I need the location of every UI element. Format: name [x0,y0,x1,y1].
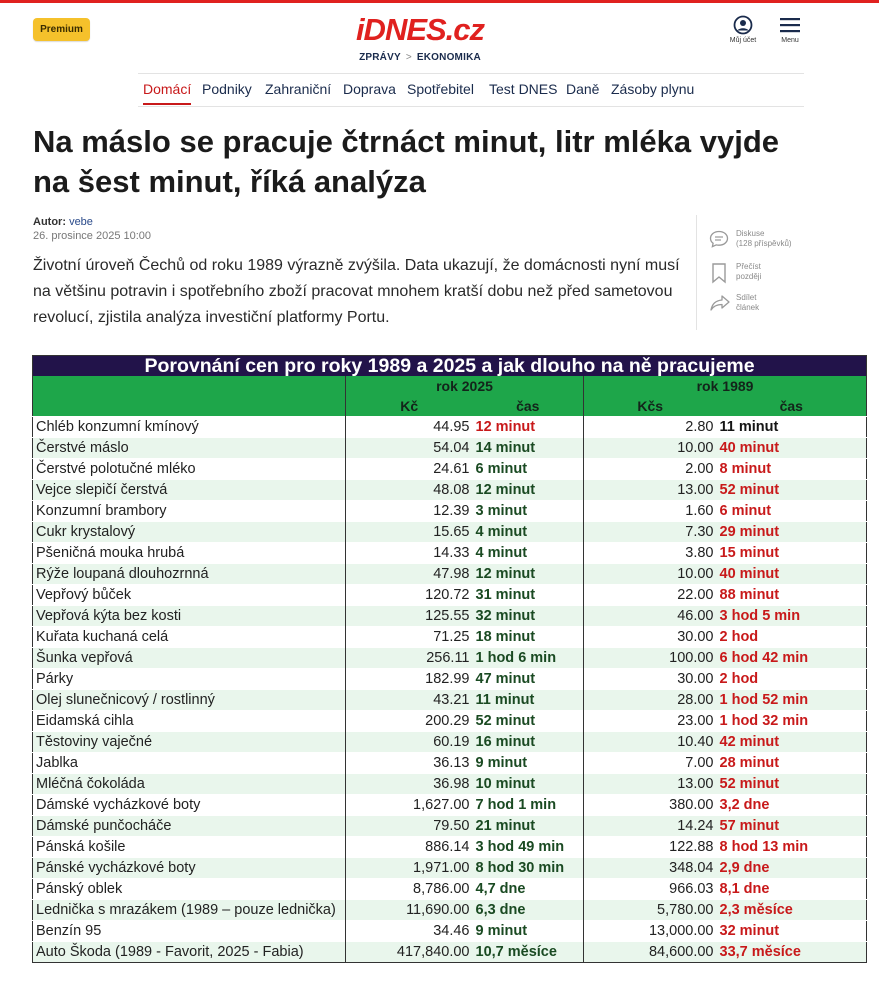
time-2025: 9 minut [473,921,584,942]
price-2025: 1,971.00 [346,858,473,879]
price-2025: 36.98 [346,774,473,795]
comment-icon [709,229,729,249]
table-row [33,711,867,732]
item-name: Eidamská cihla [33,711,346,732]
premium-button[interactable]: Premium [33,18,90,41]
menu-button[interactable] [772,15,808,44]
table-empty-subheader [33,396,346,417]
time-2025: 6 minut [473,459,584,480]
price-1989: 46.00 [584,606,717,627]
time-1989: 1 hod 32 min [717,711,867,732]
price-2025: 43.21 [346,690,473,711]
item-name: Konzumní brambory [33,501,346,522]
price-2025: 12.39 [346,501,473,522]
price-2025: 200.29 [346,711,473,732]
table-row [33,585,867,606]
table-row [33,837,867,858]
price-2025: 36.13 [346,753,473,774]
price-2025: 256.11 [346,648,473,669]
breadcrumb-zpravy[interactable]: ZPRÁVY [359,52,401,63]
price-2025: 417,840.00 [346,942,473,963]
nav-item-test-dnes[interactable]: Test DNES [489,81,558,97]
table-row [33,942,867,963]
price-1989: 2.80 [584,417,717,438]
table-year-row [33,376,867,396]
table-row [33,564,867,585]
time-2025: 11 minut [473,690,584,711]
account-label: Můj účet [729,37,757,44]
nav-item-zahranicni[interactable]: Zahraniční [265,81,332,97]
time-1989: 29 minut [717,522,867,543]
discussion-count: (128 příspěvků) [736,239,792,248]
time-2025: 3 minut [473,501,584,522]
time-2025: 31 minut [473,585,584,606]
price-1989: 10.00 [584,438,717,459]
time-1989: 1 hod 52 min [717,690,867,711]
time-1989: 6 hod 42 min [717,648,867,669]
price-1989: 23.00 [584,711,717,732]
time-1989: 3 hod 5 min [717,606,867,627]
hamburger-icon [779,15,801,35]
price-2025: 71.25 [346,627,473,648]
table-row [33,669,867,690]
item-name: Olej slunečnicový / rostlinný [33,690,346,711]
nav-item-doprava[interactable]: Doprava [343,81,396,97]
header-year-2025: rok 2025 [346,376,584,396]
time-2025: 1 hod 6 min [473,648,584,669]
item-name: Chléb konzumní kmínový [33,417,346,438]
table-row [33,501,867,522]
table-row [33,795,867,816]
read-later-label-2: později [736,272,762,281]
price-1989: 30.00 [584,627,717,648]
item-name: Jablka [33,753,346,774]
read-later-button[interactable] [709,262,809,282]
price-2025: 886.14 [346,837,473,858]
time-2025: 3 hod 49 min [473,837,584,858]
time-1989: 52 minut [717,480,867,501]
table-row [33,774,867,795]
time-1989: 42 minut [717,732,867,753]
price-1989: 13.00 [584,480,717,501]
item-name: Mléčná čokoláda [33,774,346,795]
item-name: Čerstvé máslo [33,438,346,459]
price-1989: 5,780.00 [584,900,717,921]
item-name: Vepřová kýta bez kosti [33,606,346,627]
menu-label: Menu [781,37,799,44]
price-2025: 47.98 [346,564,473,585]
header-cas-1989: čas [717,396,867,417]
price-1989: 966.03 [584,879,717,900]
table-title: Porovnání cen pro roky 1989 a 2025 a jak dlouho na ně pracujeme [33,356,867,377]
section-nav [138,73,804,107]
time-2025: 7 hod 1 min [473,795,584,816]
table-row [33,543,867,564]
time-1989: 8 hod 13 min [717,837,867,858]
time-1989: 2,3 měsíce [717,900,867,921]
time-1989: 3,2 dne [717,795,867,816]
table-row [33,879,867,900]
time-1989: 88 minut [717,585,867,606]
time-2025: 4,7 dne [473,879,584,900]
article-actions [696,215,807,330]
price-1989: 100.00 [584,648,717,669]
author-label: Autor: [33,216,66,228]
time-1989: 57 minut [717,816,867,837]
item-name: Auto Škoda (1989 - Favorit, 2025 - Fabia) [33,942,346,963]
price-1989: 28.00 [584,690,717,711]
table-row [33,732,867,753]
time-2025: 47 minut [473,669,584,690]
item-name: Dámské vycházkové boty [33,795,346,816]
time-2025: 21 minut [473,816,584,837]
time-1989: 2 hod [717,627,867,648]
item-name: Kuřata kuchaná celá [33,627,346,648]
article-title: Na máslo se pracuje čtrnáct minut, litr mléka vyjde na šest minut, říká analýza [33,124,780,199]
table-title-row [33,356,867,377]
price-2025: 182.99 [346,669,473,690]
price-1989: 84,600.00 [584,942,717,963]
price-1989: 22.00 [584,585,717,606]
table-row [33,753,867,774]
nav-item-domaci[interactable]: Domácí [143,74,191,105]
article-perex: Životní úroveň Čechů od roku 1989 výrazně zvýšila. Data ukazují, že domácnosti nyní musí na většinu potravin i spotřebního zboží pracovat mnohem kratší dobu než před sametovou revolucí, zjistila analýza investiční platformy Portu. [33,257,680,326]
table-row [33,459,867,480]
share-label-1: Sdílet [736,293,757,302]
price-1989: 30.00 [584,669,717,690]
item-name: Pánská košile [33,837,346,858]
price-2025: 54.04 [346,438,473,459]
table-row [33,816,867,837]
table-row [33,480,867,501]
author-name[interactable]: vebe [69,216,93,228]
time-1989: 2 hod [717,669,867,690]
price-2025: 11,690.00 [346,900,473,921]
user-icon [733,15,753,35]
time-2025: 52 minut [473,711,584,732]
price-1989: 10.40 [584,732,717,753]
time-2025: 12 minut [473,417,584,438]
share-icon [709,293,731,313]
price-2025: 1,627.00 [346,795,473,816]
table-subheader-row [33,396,867,417]
item-name: Vepřový bůček [33,585,346,606]
time-2025: 18 minut [473,627,584,648]
price-2025: 14.33 [346,543,473,564]
time-2025: 12 minut [473,564,584,585]
article-date: 26. prosince 2025 10:00 [33,230,152,242]
price-1989: 122.88 [584,837,717,858]
price-1989: 380.00 [584,795,717,816]
price-2025: 125.55 [346,606,473,627]
time-1989: 11 minut [717,417,867,438]
price-1989: 7.00 [584,753,717,774]
price-1989: 7.30 [584,522,717,543]
price-1989: 3.80 [584,543,717,564]
item-name: Párky [33,669,346,690]
item-name: Šunka vepřová [33,648,346,669]
item-name: Pánské vycházkové boty [33,858,346,879]
time-1989: 52 minut [717,774,867,795]
nav-item-zasoby-plynu[interactable]: Zásoby plynu [611,81,695,97]
table-row [33,627,867,648]
account-button[interactable] [725,15,761,44]
time-2025: 9 minut [473,753,584,774]
nav-item-podniky[interactable]: Podniky [202,81,252,97]
breadcrumb [350,52,490,63]
item-name: Pánský oblek [33,879,346,900]
table-row [33,900,867,921]
time-1989: 28 minut [717,753,867,774]
breadcrumb-separator: > [405,52,412,63]
header-year-1989: rok 1989 [584,376,867,396]
time-1989: 8 minut [717,459,867,480]
item-name: Lednička s mrazákem (1989 – pouze lednička) [33,900,346,921]
header-cas-2025: čas [473,396,584,417]
time-2025: 32 minut [473,606,584,627]
table-row [33,858,867,879]
table-row [33,690,867,711]
time-2025: 14 minut [473,438,584,459]
time-2025: 10,7 měsíce [473,942,584,963]
time-1989: 40 minut [717,438,867,459]
item-name: Dámské punčocháče [33,816,346,837]
price-2025: 48.08 [346,480,473,501]
discussion-link[interactable] [709,229,809,249]
time-1989: 15 minut [717,543,867,564]
price-1989: 1.60 [584,501,717,522]
time-1989: 32 minut [717,921,867,942]
time-2025: 10 minut [473,774,584,795]
time-1989: 6 minut [717,501,867,522]
header-kc: Kč [346,396,473,417]
item-name: Cukr krystalový [33,522,346,543]
time-2025: 8 hod 30 min [473,858,584,879]
price-2025: 15.65 [346,522,473,543]
price-2025: 79.50 [346,816,473,837]
share-label-2: článek [736,303,760,312]
share-button[interactable] [709,293,809,313]
price-1989: 13.00 [584,774,717,795]
item-name: Těstoviny vaječné [33,732,346,753]
site-logo[interactable]: iDNES.cz [355,12,485,47]
price-1989: 2.00 [584,459,717,480]
time-2025: 12 minut [473,480,584,501]
time-2025: 6,3 dne [473,900,584,921]
table-row [33,606,867,627]
nav-item-dane[interactable]: Daně [566,81,600,97]
table-row [33,438,867,459]
table-empty-header [33,376,346,396]
article-author [33,216,93,228]
item-name: Rýže loupaná dlouhozrnná [33,564,346,585]
price-1989: 348.04 [584,858,717,879]
item-name: Pšeničná mouka hrubá [33,543,346,564]
item-name: Vejce slepičí čerstvá [33,480,346,501]
bookmark-icon [709,262,729,284]
price-1989: 10.00 [584,564,717,585]
price-2025: 120.72 [346,585,473,606]
item-name: Čerstvé polotučné mléko [33,459,346,480]
nav-item-spotrebitel[interactable]: Spotřebitel [407,81,474,97]
price-2025: 8,786.00 [346,879,473,900]
time-1989: 2,9 dne [717,858,867,879]
discussion-label: Diskuse [736,229,765,238]
price-2025: 60.19 [346,732,473,753]
price-2025: 34.46 [346,921,473,942]
price-1989: 13,000.00 [584,921,717,942]
time-1989: 40 minut [717,564,867,585]
item-name: Benzín 95 [33,921,346,942]
time-1989: 33,7 měsíce [717,942,867,963]
top-accent-line [0,0,879,3]
price-2025: 24.61 [346,459,473,480]
comparison-table [32,355,867,963]
time-1989: 8,1 dne [717,879,867,900]
table-row [33,921,867,942]
breadcrumb-ekonomika[interactable]: EKONOMIKA [416,52,481,63]
header-kcs: Kčs [584,396,717,417]
time-2025: 4 minut [473,543,584,564]
price-2025: 44.95 [346,417,473,438]
table-row [33,417,867,438]
read-later-label-1: Přečíst [736,262,761,271]
price-1989: 14.24 [584,816,717,837]
time-2025: 4 minut [473,522,584,543]
table-row [33,522,867,543]
time-2025: 16 minut [473,732,584,753]
table-row [33,648,867,669]
